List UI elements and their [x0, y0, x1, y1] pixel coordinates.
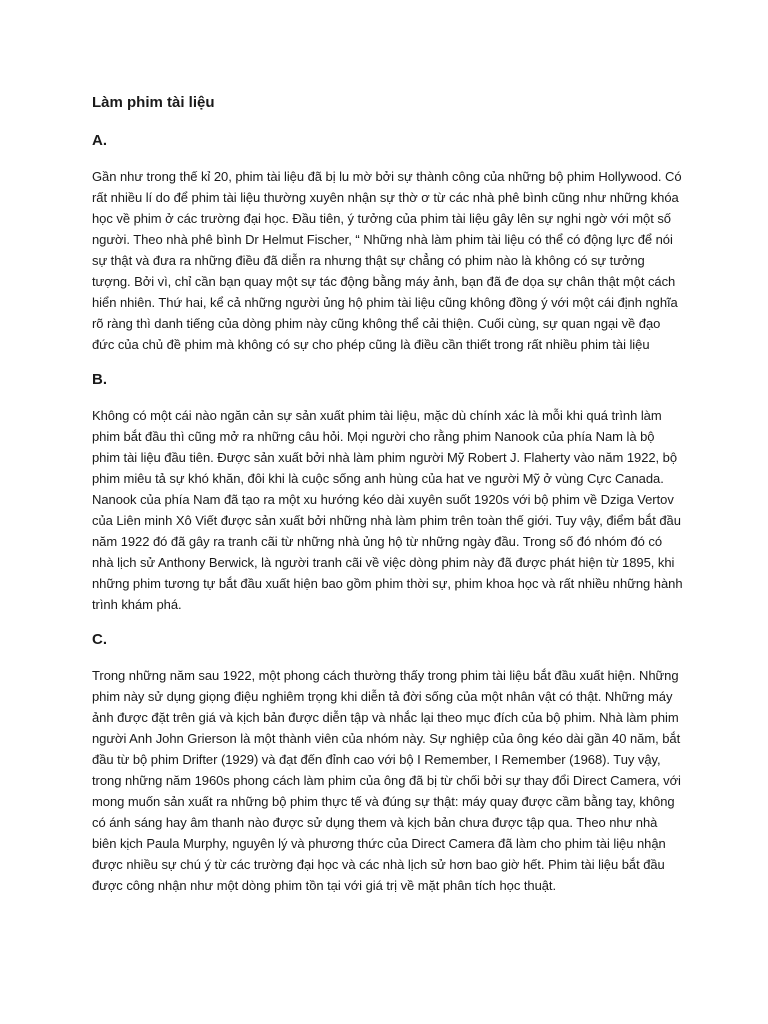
document-page — [92, 92, 684, 910]
section-heading-a: A. — [92, 132, 107, 149]
section-heading-c: C. — [92, 631, 107, 648]
paragraph-c: Trong những năm sau 1922, một phong cách thường thấy trong phim tài liệu bắt đầu xuất hiện. Những phim này sử dụng giọng điệu nghiêm trọng khi diễn tả đời sống của một nhân vật có thật. Những máy ảnh được đặt trên giá và kịch bản được diễn tập và nhắc lại theo mục đích của bộ phim. Nhà làm phim người Anh John Grierson là một thành viên của nhóm này. Sự nghiệp của ông kéo dài gần 40 năm, bắt đầu từ bộ phim Drifter (1929) và đạt đến đỉnh cao với bộ I Remember, I Remember (1968). Tuy vậy, trong những năm 1960s phong cách làm phim của ông đã bị từ chối bởi sự thay đổi Direct Camera, với mong muốn sản xuất ra những bộ phim thực tế và đúng sự thật: máy quay được cầm bằng tay, không có ánh sáng hay âm thanh nào được sử dụng them và kịch bản chưa được tập qua. Theo như nhà biên kịch Paula Murphy, nguyên lý và phương thức của Direct Camera đã làm cho phim tài liệu nhận được nhiều sự chú ý từ các trường đại học và các nhà lịch sử hơn bao giờ hết. Phim tài liệu bắt đầu được công nhận như một dòng phim tồn tại với giá trị về mặt phân tích học thuật. — [92, 668, 681, 893]
section-a — [92, 130, 684, 355]
document-title: Làm phim tài liệu — [92, 94, 215, 111]
section-b — [92, 369, 684, 615]
section-c — [92, 629, 684, 896]
section-heading-b: B. — [92, 371, 107, 388]
paragraph-b: Không có một cái nào ngăn cản sự sản xuất phim tài liệu, mặc dù chính xác là mỗi khi quá trình làm phim bắt đầu thì cũng mở ra những câu hỏi. Mọi người cho rằng phim Nanook của phía Nam là bộ phim tài liệu đầu tiên. Được sản xuất bởi nhà làm phim người Mỹ Robert J. Flaherty vào năm 1922, bộ phim miêu tả sự khó khăn, đôi khi là cuộc sống anh hùng của hat ve người Mỹ ở vùng Cực Canada. Nanook của phía Nam đã tạo ra một xu hướng kéo dài xuyên suốt 1920s với bộ phim về Dziga Vertov của Liên minh Xô Viết được sản xuất bởi những nhà làm phim trên toàn thế giới. Tuy vậy, điểm bắt đầu năm 1922 đó đã gây ra tranh cãi từ những nhà ủng hộ từ những ngày đầu. Trong số đó nhóm đó có nhà lịch sử Anthony Berwick, là người tranh cãi về việc dòng phim này đã được phát hiện từ 1895, khi những phim tương tự bắt đầu xuất hiện bao gồm phim thời sự, phim khoa học và rất nhiều những hành trình khám phá. — [92, 408, 683, 612]
paragraph-a: Gần như trong thế kỉ 20, phim tài liệu đã bị lu mờ bởi sự thành công của những bộ phim Hollywood. Có rất nhiều lí do để phim tài liệu thường xuyên nhận sự thờ ơ từ các nhà phê bình cũng như những khóa học về phim ở các trường đại học. Đầu tiên, ý tưởng của phim tài liệu gây lên sự nghi ngờ với một số người. Theo nhà phê bình Dr Helmut Fischer, “ Những nhà làm phim tài liệu có thể có động lực để nói sự thật và đưa ra những điều đã diễn ra nhưng thật sự chẳng có phim nào là không có sự tưởng tượng. Bởi vì, chỉ cần bạn quay một sự tác động bằng máy ảnh, bạn đã đe dọa sự chân thật một cách hiển nhiên. Thứ hai, kể cả những người ủng hộ phim tài liệu cũng không đồng ý với một cái định nghĩa rõ ràng thì danh tiếng của dòng phim này cũng không thể cải thiện. Cuối cùng, sự quan ngại về đạo đức của chủ đề phim mà không có sự cho phép cũng là điều cần thiết trong rất nhiều phim tài liệu — [92, 169, 682, 352]
